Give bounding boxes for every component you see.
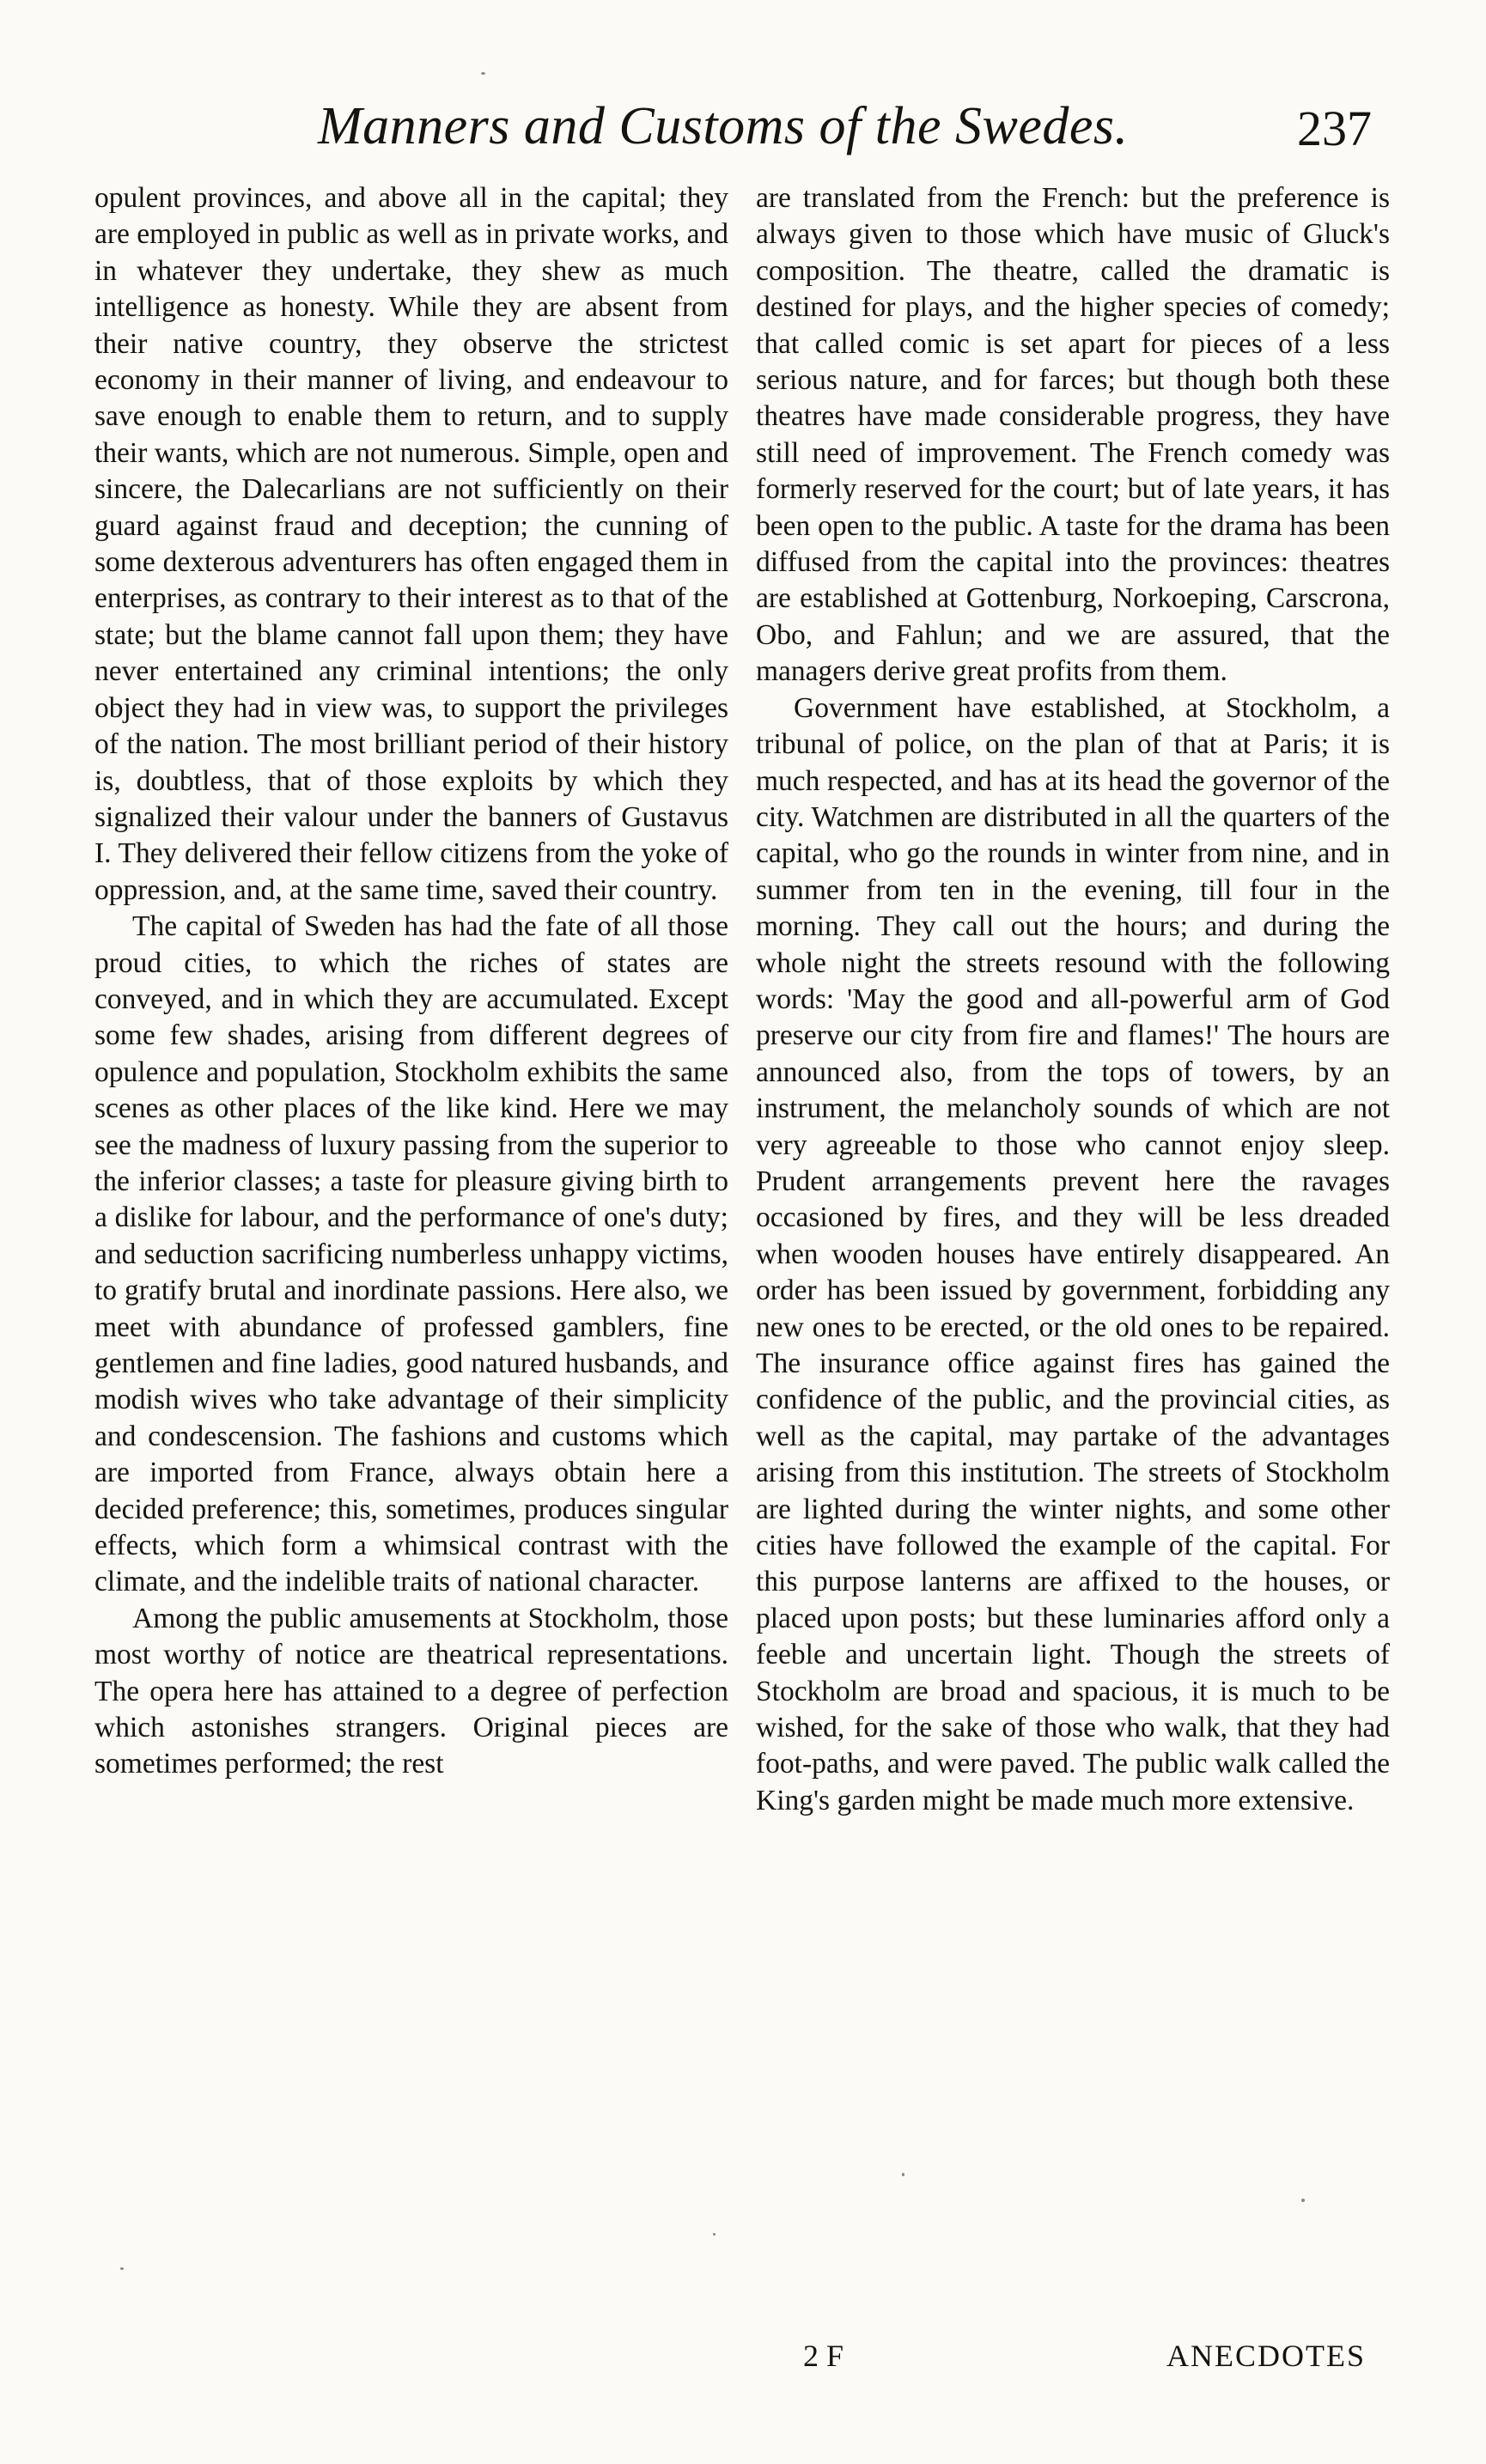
paragraph-theatres: are translated from the French: but the preference is always given to those which have music of Gluck's composition. The theatre, called the dramatic is destined for plays, and the higher species of comedy; that called comic is set apart for pieces of a less serious nature, and for farces; but though both these theatres have made considerable progress, they have still need of improvement. The French comedy was formerly reserved for the court; but of late years, it has been open to the public. A taste for the drama has been diffused from the capital into the provinces: theatres are established at Gottenburg, Norkoeping, Carscrona, Obo, and Fahlun; and we are assured, that the managers derive great profits from them. — [756, 182, 1390, 688]
page-footer — [0, 2338, 1486, 2389]
page-number: 237 — [1297, 100, 1372, 156]
paragraph-capital: The capital of Sweden has had the fate of all those proud cities, to which the riches of states are conveyed, and in which they are accumulated. Except some few shades, arising from different degrees of opulence and population, Stockholm exhibits the same scenes as other places of the like kind. Here we may see the madness of luxury passing from the superior to the inferior classes; a taste for pleasure giving birth to a dislike for labour, and the performance of one's duty; and seduction sacrificing numberless unhappy victims, to gratify brutal and inordinate passions. Here also, we meet with abundance of professed gamblers, fine gentlemen and fine ladies, good natured husbands, and modish wives who take advantage of their simplicity and condescension. The fashions and customs which are imported from France, always obtain here a decided preference; this, sometimes, produces singular effects, which form a whimsical contrast with the climate, and the indelible traits of national character. — [94, 910, 728, 1598]
paragraph-police: Government have established, at Stockholm, a tribunal of police, on the plan of that at Paris; it is much respected, and has at its head the governor of the city. Watchmen are distributed in all the quarters of the capital, who go the rounds in winter from nine, and in summer from ten in the evening, till four in the morning. They call out the hours; and during the whole night the streets resound with the following words: 'May the good and all-powerful arm of God preserve our city from fire and flames!' The hours are announced also, from the tops of towers, by an instrument, the melancholy sounds of which are not very agreeable to those who cannot enjoy sleep. Prudent arrangements prevent here the ravages occasioned by fires, and they will be less dreaded when wooden houses have entirely disappeared. An order has been issued by government, forbidding any new ones to be erected, or the old ones to be repaired. The insurance office against fires has gained the confidence of the public, and the provincial cities, as well as the capital, may partake of the advantages arising from this institution. The streets of Stockholm are lighted during the winter nights, and some other cities have followed the example of the capital. For this purpose lanterns are affixed to the houses, or placed upon posts; but these luminaries afford only a feeble and uncertain light. Though the streets of Stockholm are broad and spacious, it is much to be wished, for the sake of those who walk, that they had foot-paths, and were paved. The public walk called the King's garden might be made much more extensive. — [756, 691, 1390, 1816]
signature-mark: 2 F — [803, 2339, 844, 2373]
left-column — [94, 180, 728, 1783]
page-title: Manners and Customs of the Swedes. — [318, 97, 1129, 155]
ink-speck — [902, 2173, 904, 2176]
ink-speck — [481, 72, 485, 75]
paragraph-amusements: Among the public amusements at Stockholm, those most worthy of notice are theatrical representations. The opera here has attained to a degree of perfection which astonishes strangers. Original pieces are sometimes performed; the rest — [94, 1602, 728, 1780]
right-column — [756, 180, 1390, 1819]
catchword: ANECDOTES — [1166, 2339, 1366, 2373]
running-head — [318, 96, 1486, 165]
text-columns — [94, 180, 1392, 2181]
ink-speck — [713, 2233, 716, 2236]
ink-speck — [120, 2267, 124, 2270]
paragraph-dalecarlians: opulent provinces, and above all in the capital; they are employed in public as well as in private works, and in whatever they undertake, they shew as much intelligence as honesty. While they are absent from their native country, they observe the strictest economy in their manner of living, and endeavour to save enough to enable them to return, and to supply their wants, which are not numerous. Simple, open and sincere, the Dalecarlians are not sufficiently on their guard against fraud and deception; the cunning of some dexterous adventurers has often engaged them in enterprises, as contrary to their interest as to that of the state; but the blame cannot fall upon them; they have never entertained any criminal intentions; the only object they had in view was, to support the privileges of the nation. The most brilliant period of their history is, doubtless, that of those exploits by which they signalized their valour under the banners of Gustavus I. They delivered their fellow citizens from the yoke of oppression, and, at the same time, saved their country. — [94, 182, 728, 906]
ink-speck — [1301, 2199, 1305, 2202]
